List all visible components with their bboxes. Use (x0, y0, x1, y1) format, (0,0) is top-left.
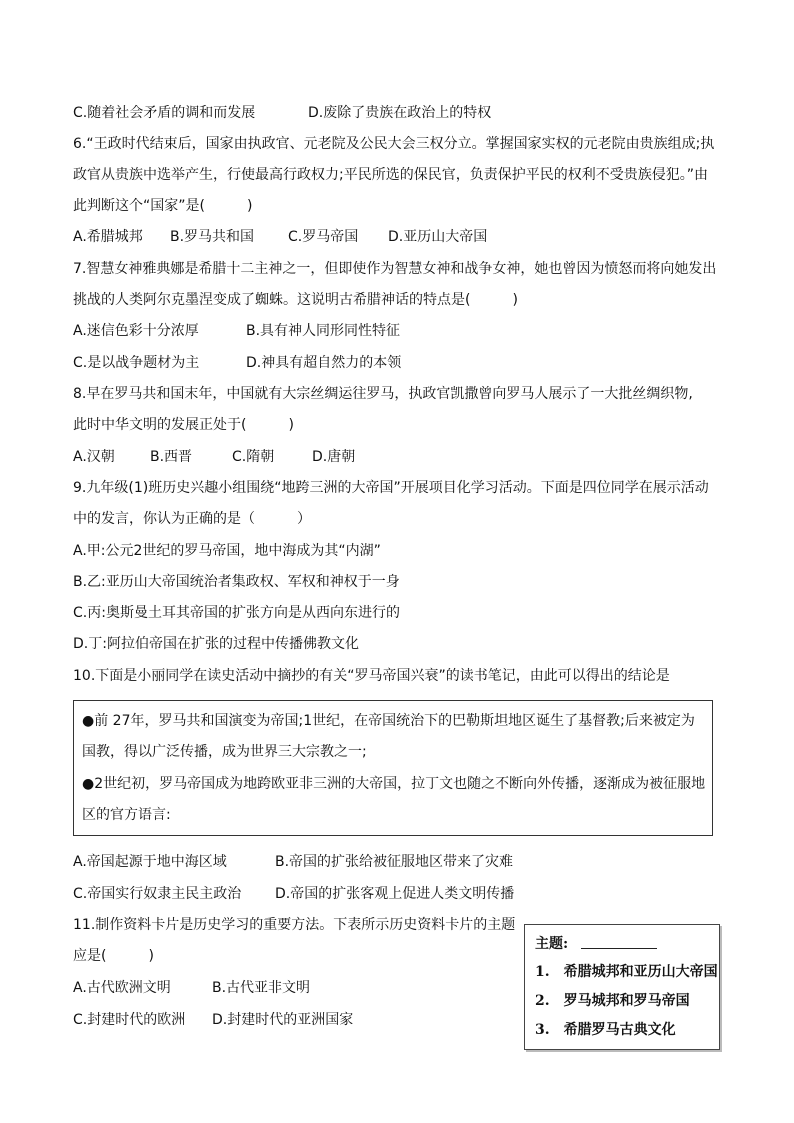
q6-options (73, 227, 713, 247)
q9-option-d: D.丁:阿拉伯帝国在扩张的过程中传播佛教文化 (73, 636, 359, 652)
card-item-2: 2. 罗马城邦和罗马帝国 (535, 993, 690, 1009)
q6-stem-line-2: 政官从贵族中选举产生，行使最高行政权力;平民所选的保民官，负责保护平民的权利不受贵族侵犯。”由 (73, 167, 708, 183)
q10-note-line-4: 区的官方语言: (82, 807, 171, 823)
q7-options-row-2 (73, 353, 713, 373)
q8-options (73, 447, 713, 467)
q7-option-d: D.神具有超自然力的本领 (246, 355, 402, 371)
q7-stem-line-1: 7.智慧女神雅典娜是希腊十二主神之一，但即使作为智慧女神和战争女神，她也曾因为愤怒而将向她发出 (73, 261, 717, 277)
q11-options-row-2 (73, 1010, 513, 1030)
q10-note-line-2: 国教，得以广泛传播，成为世界三大宗教之一; (82, 744, 367, 760)
q9-option-c: C.丙:奥斯曼土耳其帝国的扩张方向是从西向东进行的 (73, 605, 400, 621)
q10-option-c: C.帝国实行奴隶主民主政治 (73, 886, 242, 902)
q10-note-line-1: ●前 27年，罗马共和国演变为帝国;1世纪，在帝国统治下的巴勒斯坦地区诞生了基督教;后来被定为 (82, 713, 695, 729)
card-topic-label: 主题: (535, 936, 569, 952)
q5-options (73, 103, 713, 123)
q11-stem-line-2: 应是( ) (73, 948, 154, 964)
q6-option-c: C.罗马帝国 (288, 229, 359, 245)
q9-stem-line-1: 9.九年级(1)班历史兴趣小组围绕“地跨三洲的大帝国”开展项目化学习活动。下面是四位同学在展示活动 (73, 480, 709, 496)
card-item-1: 1. 希腊城邦和亚历山大帝国 (535, 964, 718, 980)
q11-option-c: C.封建时代的欧洲 (73, 1012, 186, 1028)
q8-stem-line-2: 此时中华文明的发展正处于( ) (73, 417, 294, 433)
q10-option-a: A.帝国起源于地中海区域 (73, 854, 227, 870)
card-topic-blank (581, 948, 657, 949)
q11-stem-line-1: 11.制作资料卡片是历史学习的重要方法。下表所示历史资料卡片的主题 (73, 917, 516, 933)
q6-stem-line-3: 此判断这个“国家”是( ) (73, 198, 253, 214)
q7-stem-line-2: 挑战的人类阿尔克墨涅变成了蜘蛛。这说明古希腊神话的特点是( ) (73, 292, 518, 308)
q7-option-a: A.迷信色彩十分浓厚 (73, 323, 199, 339)
q8-option-a: A.汉朝 (73, 449, 115, 465)
q9-stem-line-2: 中的发言，你认为正确的是（ ） (73, 511, 311, 527)
q11-option-b: B.古代亚非文明 (212, 980, 311, 996)
history-resource-card (524, 924, 720, 1050)
q8-stem-line-1: 8.早在罗马共和国末年，中国就有大宗丝绸运往罗马，执政官凯撒曾向罗马人展示了一大批丝绸织物, (73, 386, 693, 402)
q11-option-a: A.古代欧洲文明 (73, 980, 171, 996)
q10-options-row-1 (73, 852, 713, 872)
q10-options-row-2 (73, 884, 713, 904)
q8-option-d: D.唐朝 (312, 449, 356, 465)
q6-stem-line-1: 6.“王政时代结束后，国家由执政官、元老院及公民大会三权分立。掌握国家实权的元老院由贵族组成;执 (73, 136, 715, 152)
q10-stem: 10.下面是小丽同学在读史活动中摘抄的有关“罗马帝国兴衰”的读书笔记，由此可以得出的结论是 (73, 668, 670, 684)
q8-option-b: B.西晋 (150, 449, 193, 465)
q10-note-line-3: ●2世纪初，罗马帝国成为地跨欧亚非三洲的大帝国，拉丁文也随之不断向外传播，逐渐成为被征服地 (82, 776, 706, 792)
q6-option-a: A.希腊城邦 (73, 229, 143, 245)
q10-reading-notes-box (73, 700, 713, 836)
q11-options-row-1 (73, 978, 513, 998)
q10-option-b: B.帝国的扩张给被征服地区带来了灾难 (275, 854, 514, 870)
q6-option-d: D.亚历山大帝国 (388, 229, 488, 245)
q5-option-d: D.废除了贵族在政治上的特权 (308, 105, 492, 121)
q7-options-row-1 (73, 321, 713, 341)
q7-option-b: B.具有神人同形同性特征 (246, 323, 401, 339)
q5-option-c: C.随着社会矛盾的调和而发展 (73, 105, 256, 121)
q11-option-d: D.封建时代的亚洲国家 (212, 1012, 354, 1028)
q10-option-d: D.帝国的扩张客观上促进人类文明传播 (275, 886, 515, 902)
q8-option-c: C.隋朝 (232, 449, 275, 465)
card-item-3: 3. 希腊罗马古典文化 (535, 1022, 676, 1038)
q6-option-b: B.罗马共和国 (170, 229, 255, 245)
q9-option-b: B.乙:亚历山大帝国统治者集政权、军权和神权于一身 (73, 574, 400, 590)
q9-option-a: A.甲:公元2世纪的罗马帝国，地中海成为其“内湖” (73, 543, 381, 559)
q7-option-c: C.是以战争题材为主 (73, 355, 200, 371)
